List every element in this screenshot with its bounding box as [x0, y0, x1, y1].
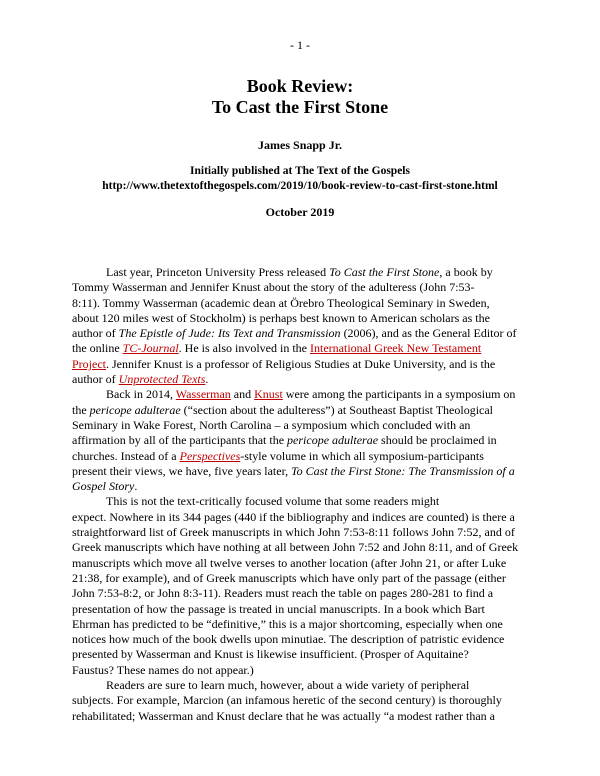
title-line-2: To Cast the First Stone — [211, 97, 389, 117]
text-run: and — [230, 387, 255, 402]
text-line — [72, 510, 532, 525]
text-line — [72, 632, 532, 647]
text-run: Greek manuscripts which have nothing at all between John 7:52 and John 8:11, and of Greek — [72, 540, 519, 555]
text-run: Faustus? These names do not appear.) — [72, 662, 254, 677]
text-run: . — [205, 372, 209, 387]
hyperlink[interactable]: Knust — [254, 387, 283, 402]
text-run: rehabilitated; Wasserman and Knust declare that he was actually “a modest rather than a — [72, 708, 495, 723]
text-run: churches. Instead of a — [72, 448, 180, 463]
article-body — [72, 265, 532, 724]
text-run: John 7:53-8:2, or John 8:3-11). Readers must reach the table on pages 280-281 to find a — [72, 586, 494, 601]
text-line — [72, 357, 532, 372]
text-run: manuscripts which move all twelve verses to another location (after John 21, or after Luke — [72, 555, 507, 570]
text-run: (“section about the adulteress”) at Southeast Baptist Theological — [180, 402, 494, 417]
text-run: Back in 2014, — [106, 387, 176, 402]
document-title — [0, 76, 600, 118]
hyperlink[interactable]: Project — [72, 356, 106, 371]
text-line — [72, 372, 532, 387]
paragraph-2 — [72, 387, 532, 494]
text-run: should be proclaimed in — [378, 433, 497, 448]
text-run: present their views, we have, five years later, — [72, 463, 292, 478]
italic-text: To Cast the First Stone: The Transmission of a — [291, 463, 515, 478]
text-run: notices how much of the book dwells upon minutiae. The description of patristic evidence — [72, 632, 505, 647]
text-run: . He is also involved in the — [178, 341, 310, 356]
text-line — [72, 540, 532, 555]
text-line — [72, 525, 532, 540]
text-run: the — [72, 402, 90, 417]
text-run: Last year, Princeton University Press released — [106, 265, 330, 279]
text-line — [72, 693, 532, 708]
text-run: presentation of how the passage is treated in uncial manuscripts. In a book which Bart — [72, 601, 485, 616]
paragraph-4 — [72, 678, 532, 724]
text-run: . Jennifer Knust is a professor of Religious Studies at Duke University, and is the — [106, 356, 496, 371]
text-line — [72, 449, 532, 464]
text-run: 21:38, for example), and of Greek manuscripts which have only part of the passage (either — [72, 570, 506, 585]
text-run: Tommy Wasserman and Jennifer Knust about the story of the adulteress (John 7:53- — [72, 280, 475, 295]
text-run: author of — [72, 326, 119, 341]
text-run: -style volume in which all symposium-participants — [240, 448, 484, 463]
paragraph-1 — [72, 265, 532, 387]
text-line — [72, 479, 532, 494]
text-line — [72, 418, 532, 433]
published-line: Initially published at The Text of the Gospels — [190, 165, 410, 177]
text-run: affirmation by all of the participants that the — [72, 433, 288, 448]
text-line — [72, 678, 532, 693]
text-run: 8:11). Tommy Wasserman (academic dean at Örebro Theological Seminary in Sweden, — [72, 295, 490, 310]
italic-text: To Cast the First Stone — [329, 265, 440, 279]
title-line-1: Book Review: — [246, 76, 354, 96]
text-run: (2006), and as the General Editor of — [340, 326, 517, 341]
text-line — [72, 494, 532, 509]
hyperlink[interactable]: Wasserman — [175, 387, 231, 402]
text-run: Ehrman has predicted to be “definitive,” this is a major shortcoming, especially when one — [72, 616, 503, 631]
text-run: subjects. For example, Marcion (an infamous heretic of the second century) is thoroughly — [72, 693, 502, 708]
source-url: http://www.thetextofthegospels.com/2019/10/book-review-to-cast-first-stone.html — [102, 180, 498, 192]
text-line — [72, 433, 532, 448]
text-run: . — [134, 479, 138, 494]
italic-text: pericope adulterae — [89, 402, 181, 417]
text-run: author of — [72, 372, 119, 387]
hyperlink[interactable]: International Greek New Testament — [310, 341, 482, 356]
italic-text: Gospel Story — [72, 479, 135, 494]
text-line — [72, 403, 532, 418]
page-number: - 1 - — [290, 38, 310, 52]
text-line — [72, 571, 532, 586]
text-line — [72, 265, 532, 280]
text-line — [72, 387, 532, 402]
text-line — [72, 556, 532, 571]
text-line — [72, 326, 532, 341]
text-line — [72, 647, 532, 662]
author-name: James Snapp Jr. — [258, 138, 342, 152]
text-line — [72, 296, 532, 311]
text-run: about 120 miles west of Stockholm) is perhaps best known to American scholars as the — [72, 310, 490, 325]
italic-text: pericope adulterae — [287, 433, 379, 448]
text-run: This is not the text-critically focused volume that some readers might — [106, 494, 440, 509]
text-run: Seminary in Wake Forest, North Carolina – a symposium which concluded with an — [72, 417, 471, 432]
text-run: , a book by — [439, 265, 493, 279]
hyperlink[interactable]: TC-Journal — [122, 341, 179, 356]
text-line — [72, 280, 532, 295]
text-run: were among the participants in a symposium on — [282, 387, 516, 402]
publication-info — [0, 164, 600, 194]
text-line — [72, 586, 532, 601]
hyperlink[interactable]: Perspectives — [179, 448, 241, 463]
text-line — [72, 709, 532, 724]
text-run: Readers are sure to learn much, however, about a wide variety of peripheral — [106, 678, 470, 693]
text-line — [72, 617, 532, 632]
text-line — [72, 602, 532, 617]
text-run: expect. Nowhere in its 344 pages (440 if the bibliography and indices are counted) is there a — [72, 509, 515, 524]
text-run: presented by Wasserman and Knust is likewise insufficient. (Prosper of Aquitaine? — [72, 647, 469, 662]
publication-date: October 2019 — [265, 205, 335, 219]
italic-text: The Epistle of Jude: Its Text and Transmission — [118, 326, 341, 341]
hyperlink[interactable]: Unprotected Texts — [118, 372, 206, 387]
paragraph-3 — [72, 494, 532, 678]
text-run: the online — [72, 341, 123, 356]
text-line — [72, 663, 532, 678]
text-run: straightforward list of Greek manuscripts in which John 7:53-8:11 follows John 7:52, and of — [72, 525, 515, 540]
text-line — [72, 341, 532, 356]
text-line — [72, 464, 532, 479]
text-line — [72, 311, 532, 326]
